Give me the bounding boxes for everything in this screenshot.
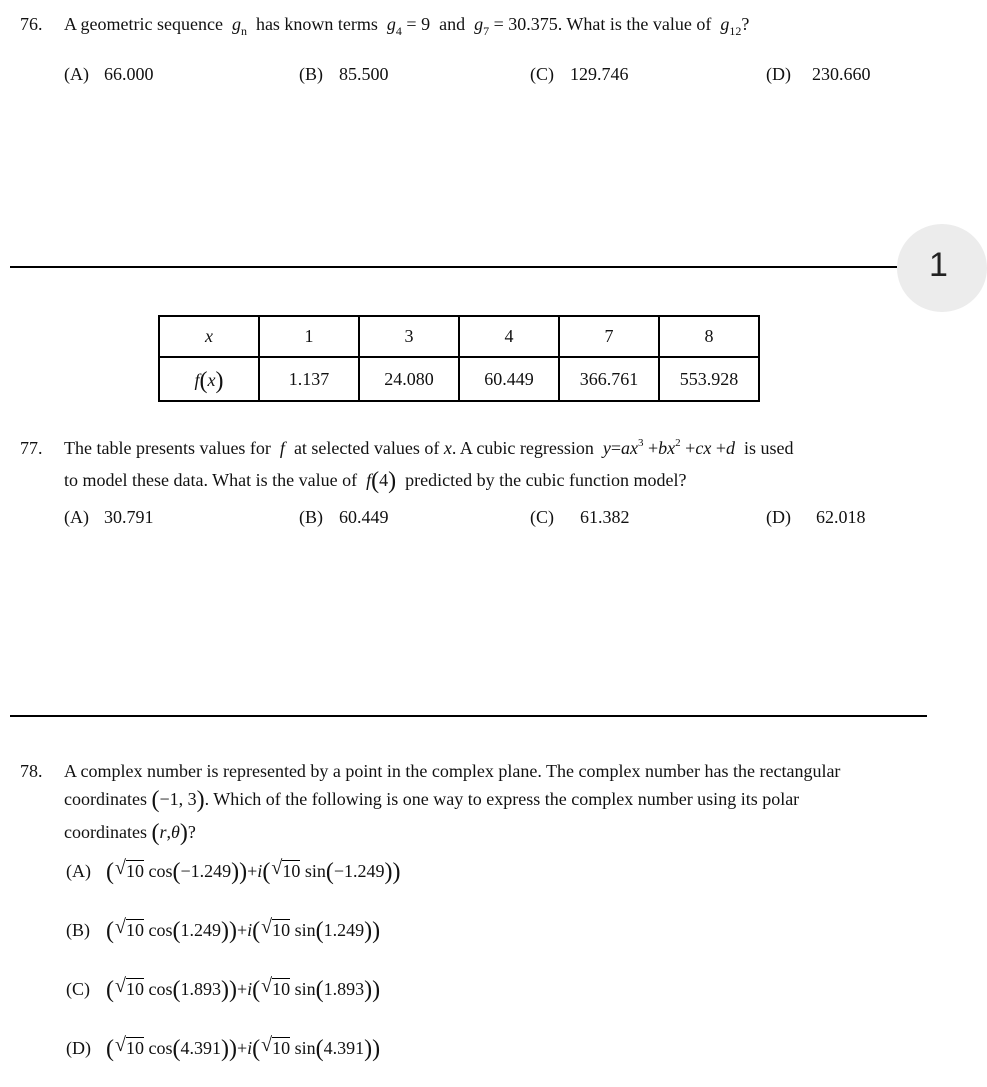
table-cell: 8 (659, 316, 759, 357)
table-cell: 3 (359, 316, 459, 357)
table-row-x (159, 316, 759, 357)
sqrt-symbol: √ 10 (271, 857, 301, 881)
sqrt-symbol: √ 10 (115, 916, 144, 940)
term-g7: $g_7$ (474, 14, 490, 38)
q78-option-a[interactable]: (A) ( √ 10 cos(−1.249))+i( √ 10 sin(−1.249)) (66, 857, 401, 885)
table-cell: 366.761 (559, 357, 659, 401)
table-cell: 60.449 (459, 357, 559, 401)
sqrt-symbol: √ 10 (261, 975, 291, 999)
q76-option-c[interactable]: (C) 129.746 (530, 64, 629, 84)
q78-option-d[interactable]: (D) ( √ 10 cos(4.391))+i( √ 10 sin(4.391)) (66, 1034, 381, 1062)
question-77-stem-line1: The table presents values for f at selected values of x. A cubic regression $y=ax^3 +bx^2 +cx +d$ is used (64, 437, 794, 458)
divider-line (10, 715, 927, 717)
q77-option-d[interactable]: (D) 62.018 (766, 507, 866, 527)
table-cell: 4 (459, 316, 559, 357)
q78-option-c[interactable]: (C) ( √ 10 cos(1.893))+i( √ 10 sin(1.893)) (66, 975, 381, 1003)
term-g4: $g_4$ (386, 14, 402, 38)
table-cell: 1 (259, 316, 359, 357)
table-cell: 7 (559, 316, 659, 357)
q76-option-b[interactable]: (B) 85.500 (299, 64, 389, 84)
question-77-stem-line2: to model these data. What is the value of f(4) predicted by the cubic function model? (64, 468, 687, 494)
sqrt-symbol: √ 10 (115, 975, 144, 999)
question-78-stem-line3: coordinates (r,θ)? (64, 820, 196, 846)
table-row-fx (159, 357, 759, 401)
question-78-stem-line2: coordinates (−1, 3). Which of the following is one way to express the complex number using its polar (64, 787, 800, 813)
table-cell: 553.928 (659, 357, 759, 401)
question-78-stem-line1: A complex number is represented by a point in the complex plane. The complex number has the rectangular (64, 761, 841, 781)
sqrt-symbol: √ 10 (261, 916, 291, 940)
q76-option-d[interactable]: (D) 230.660 (766, 64, 871, 84)
question-76-stem: A geometric sequence $g_n$ has known terms $g_4 = 9$ and $g_7 = 30.375$. What is the value of $g_{12}$? (64, 14, 750, 38)
question-78-number: 78. (20, 761, 43, 781)
q76-option-a[interactable]: (A) 66.000 (64, 64, 154, 84)
q77-option-b[interactable]: (B) 60.449 (299, 507, 389, 527)
q77-option-a[interactable]: (A) 30.791 (64, 507, 154, 527)
table-cell: 24.080 (359, 357, 459, 401)
sqrt-symbol: √ 10 (115, 857, 144, 881)
divider-line (10, 266, 897, 268)
page-tab-marker[interactable]: 1 (897, 224, 987, 312)
table-cell: 1.137 (259, 357, 359, 401)
sqrt-symbol: √ 10 (115, 1034, 144, 1058)
question-77-number: 77. (20, 438, 43, 458)
q78-option-b[interactable]: (B) ( √ 10 cos(1.249))+i( √ 10 sin(1.249)) (66, 916, 381, 944)
sqrt-symbol: √ 10 (261, 1034, 291, 1058)
table-header-cell: f(x) (159, 357, 259, 401)
question-76-number: 76. (20, 14, 43, 34)
q77-option-c[interactable]: (C) 61.382 (530, 507, 630, 527)
table-header-cell: x (159, 316, 259, 357)
values-table (158, 315, 760, 402)
term-g12: $g_{12}$ (720, 14, 742, 38)
sequence-variable: $g_n$ (231, 14, 247, 38)
